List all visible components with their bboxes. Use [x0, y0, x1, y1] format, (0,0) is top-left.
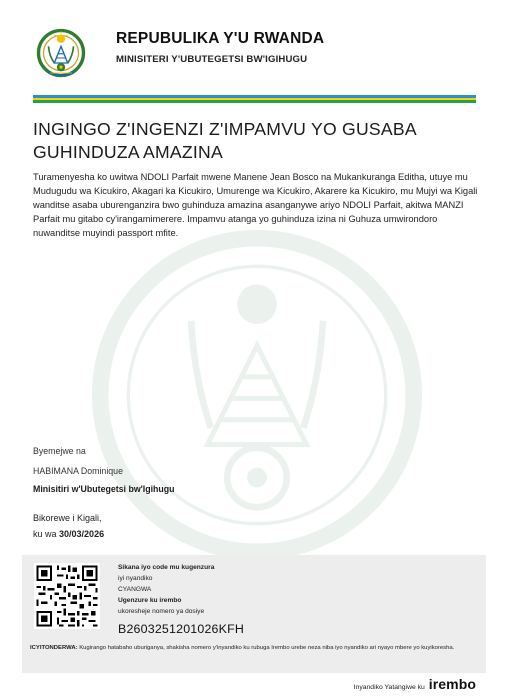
or-label: CYANGWA	[118, 586, 152, 593]
document-body: Turamenyesha ko uwitwa NDOLI Parfait mwene Manene Jean Bosco na Mukankuranga Editha, utuye mu Mudugudu wa Kicukiro, Akagari ka Kicukiro, Umurenge wa Kicukiro, Akarere ka Kicukiro, mu Mujyi wa Kigali wanditse asaba uburenganzira bwo guhinduza amazina asanganywe ariyo NDOLI Parfait, akitwa MANZI Parfait mu gitabo cy'irangamimerere. Impamvu atanga yo guhinduza izina ni Guhuza umwirondoro nuwanditse muyindi passport mfite.	[33, 172, 478, 239]
dossier-code: B2603251201026KFH	[118, 622, 245, 636]
verify-label: Ugenzure ku irembo	[118, 597, 182, 604]
signer-name: HABIMANA Dominique	[33, 466, 123, 476]
issue-place: Bikorewe i Kigali,	[33, 513, 102, 523]
warning-note	[30, 644, 478, 654]
signer-title: Minisitiri w'Ubutegetsi bw'Igihugu	[33, 484, 175, 494]
footer	[354, 676, 476, 692]
number-label: ukoresheje nomero ya dosiye	[118, 608, 205, 615]
qr-code[interactable]	[34, 563, 100, 629]
green-stripe	[33, 100, 476, 103]
ministry-title: MINISITERI Y'UBUTEGETSI BW'IGIHUGU	[116, 54, 308, 65]
footer-prefix: Inyandiko Yatangiwe ku	[353, 684, 425, 691]
date-prefix: ku wa	[33, 529, 57, 539]
scan-label: Sikana iyo code mu kugenzura	[118, 564, 215, 571]
issue-date: 30/03/2026	[59, 529, 105, 539]
header	[36, 26, 476, 86]
issue-date-line	[33, 529, 104, 539]
rwanda-coat-of-arms-logo	[36, 26, 86, 80]
verification-box	[22, 555, 486, 673]
warning-lead: ICYITONDERWA:	[30, 645, 78, 651]
scan-sub-label: iyi nyandiko	[118, 575, 153, 582]
irembo-brand: irembo	[428, 676, 476, 692]
approved-by-label: Byemejwe na	[33, 446, 86, 456]
flag-stripes	[33, 95, 476, 104]
warning-text: Kugirango hatabaho uburiganya, shakisha nomero y'inyandiko ku rubuga Irembo urebe neza niba iyo nyandiko ari nyayo mbere yo kuyikoresha.	[79, 645, 455, 651]
coat-of-arms-watermark	[92, 230, 422, 560]
republic-title: REPUBULIKA Y'U RWANDA	[116, 30, 325, 47]
document-title: INGINGO Z'INGENZI Z'IMPAMVU YO GUSABA GUHINDUZA AMAZINA	[33, 119, 416, 162]
